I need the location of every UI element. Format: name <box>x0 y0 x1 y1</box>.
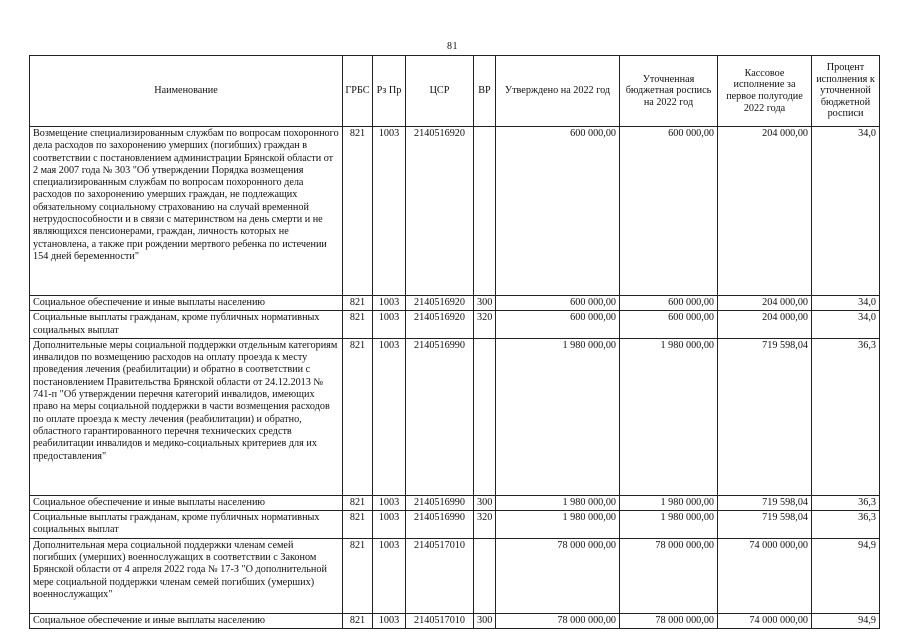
table-header-row <box>30 56 880 127</box>
cell-grbs: 821 <box>343 338 373 495</box>
cell-grbs: 821 <box>343 511 373 539</box>
cell-approved: 78 000 000,00 <box>496 613 620 628</box>
cell-executed: 719 598,04 <box>718 495 812 510</box>
cell-name: Возмещение специализированным службам по вопросам похоронного дела расходов по захоронению умерших (погибших) граждан в соответствии с постановлением администрации Брянской области от 2 мая 2007 года № 303 "Об утверждении Порядка возмещения специализированным службам по вопросам похоронного дела расходов по захоронению умерших граждан, не подлежащих обязательному социальному страхованию на случай временной нетрудоспособности и в связи с материнством на день смерти и не являющихся пенсионерами, граждан, личность которых не установлена, а также при рождении мертвого ребенка по истечении 154 дней беременности" <box>30 127 343 296</box>
cell-grbs: 821 <box>343 538 373 613</box>
table-row <box>30 511 880 539</box>
cell-refined: 1 980 000,00 <box>620 495 718 510</box>
cell-csr: 2140516920 <box>406 296 474 311</box>
cell-percent: 34,0 <box>812 296 880 311</box>
cell-refined: 600 000,00 <box>620 296 718 311</box>
cell-vr: 300 <box>474 613 496 628</box>
header-csr: ЦСР <box>406 56 474 127</box>
cell-rzpr: 1003 <box>373 338 406 495</box>
cell-approved: 600 000,00 <box>496 311 620 339</box>
cell-grbs: 821 <box>343 127 373 296</box>
cell-percent: 36,3 <box>812 338 880 495</box>
cell-refined: 600 000,00 <box>620 127 718 296</box>
cell-vr <box>474 538 496 613</box>
cell-csr: 2140517010 <box>406 613 474 628</box>
header-approved: Утверждено на 2022 год <box>496 56 620 127</box>
table-row <box>30 495 880 510</box>
table-row <box>30 613 880 628</box>
cell-grbs: 821 <box>343 495 373 510</box>
cell-rzpr: 1003 <box>373 127 406 296</box>
cell-refined: 78 000 000,00 <box>620 613 718 628</box>
cell-name: Социальное обеспечение и иные выплаты населению <box>30 495 343 510</box>
header-percent: Процент исполнения к уточненной бюджетной росписи <box>812 56 880 127</box>
cell-percent: 94,9 <box>812 538 880 613</box>
cell-csr: 2140516990 <box>406 511 474 539</box>
cell-executed: 204 000,00 <box>718 127 812 296</box>
cell-name: Дополнительные меры социальной поддержки отдельным категориям инвалидов по возмещению расходов на оплату проезда к месту проведения лечения (реабилитации) и обратно в соответствии с постановлением Правительства Брянской области от 24.12.2013 № 741-п "Об утверждении перечня категорий инвалидов, имеющих право на меры социальной поддержки в части возмещения расходов по оплате проезда к месту лечения (реабилитации) и обратно, областного гарантированного перечня технических средств реабилитации инвалидов и медико-социальных критериев для их предоставления" <box>30 338 343 495</box>
cell-name: Дополнительная мера социальной поддержки членам семей погибших (умерших) военнослужащих в соответствии с Законом Брянской области от 4 апреля 2022 года № 17-З "О дополнительной мере социальной поддержки членам семей погибших (умерших) военнослужащих" <box>30 538 343 613</box>
cell-vr <box>474 338 496 495</box>
cell-approved: 78 000 000,00 <box>496 538 620 613</box>
cell-csr: 2140517010 <box>406 538 474 613</box>
budget-table <box>29 55 880 629</box>
cell-name: Социальное обеспечение и иные выплаты населению <box>30 613 343 628</box>
cell-rzpr: 1003 <box>373 296 406 311</box>
cell-name: Социальное обеспечение и иные выплаты населению <box>30 296 343 311</box>
cell-csr: 2140516990 <box>406 338 474 495</box>
cell-approved: 600 000,00 <box>496 127 620 296</box>
cell-approved: 600 000,00 <box>496 296 620 311</box>
cell-rzpr: 1003 <box>373 511 406 539</box>
cell-percent: 94,9 <box>812 613 880 628</box>
header-vr: ВР <box>474 56 496 127</box>
table-row <box>30 296 880 311</box>
cell-rzpr: 1003 <box>373 538 406 613</box>
cell-rzpr: 1003 <box>373 495 406 510</box>
cell-vr: 300 <box>474 296 496 311</box>
cell-executed: 719 598,04 <box>718 511 812 539</box>
cell-executed: 719 598,04 <box>718 338 812 495</box>
table-row <box>30 338 880 495</box>
cell-grbs: 821 <box>343 613 373 628</box>
cell-percent: 34,0 <box>812 127 880 296</box>
cell-vr: 320 <box>474 511 496 539</box>
cell-executed: 204 000,00 <box>718 296 812 311</box>
header-executed: Кассовое исполнение за первое полугодие 2022 года <box>718 56 812 127</box>
cell-vr <box>474 127 496 296</box>
cell-name: Социальные выплаты гражданам, кроме публичных нормативных социальных выплат <box>30 311 343 339</box>
cell-grbs: 821 <box>343 311 373 339</box>
cell-refined: 1 980 000,00 <box>620 338 718 495</box>
table-row <box>30 127 880 296</box>
table-row <box>30 311 880 339</box>
cell-csr: 2140516920 <box>406 127 474 296</box>
cell-percent: 36,3 <box>812 511 880 539</box>
cell-csr: 2140516990 <box>406 495 474 510</box>
cell-rzpr: 1003 <box>373 311 406 339</box>
table-row <box>30 538 880 613</box>
cell-csr: 2140516920 <box>406 311 474 339</box>
cell-vr: 300 <box>474 495 496 510</box>
cell-vr: 320 <box>474 311 496 339</box>
page-number: 81 <box>447 41 458 52</box>
cell-grbs: 821 <box>343 296 373 311</box>
header-name: Наименование <box>30 56 343 127</box>
cell-approved: 1 980 000,00 <box>496 338 620 495</box>
cell-approved: 1 980 000,00 <box>496 511 620 539</box>
header-rzpr: Рз Пр <box>373 56 406 127</box>
cell-refined: 1 980 000,00 <box>620 511 718 539</box>
cell-name: Социальные выплаты гражданам, кроме публичных нормативных социальных выплат <box>30 511 343 539</box>
cell-executed: 204 000,00 <box>718 311 812 339</box>
header-grbs: ГРБС <box>343 56 373 127</box>
cell-refined: 600 000,00 <box>620 311 718 339</box>
cell-rzpr: 1003 <box>373 613 406 628</box>
cell-percent: 34,0 <box>812 311 880 339</box>
cell-executed: 74 000 000,00 <box>718 538 812 613</box>
cell-percent: 36,3 <box>812 495 880 510</box>
cell-executed: 74 000 000,00 <box>718 613 812 628</box>
header-refined: Уточненная бюджетная роспись на 2022 год <box>620 56 718 127</box>
cell-refined: 78 000 000,00 <box>620 538 718 613</box>
cell-approved: 1 980 000,00 <box>496 495 620 510</box>
